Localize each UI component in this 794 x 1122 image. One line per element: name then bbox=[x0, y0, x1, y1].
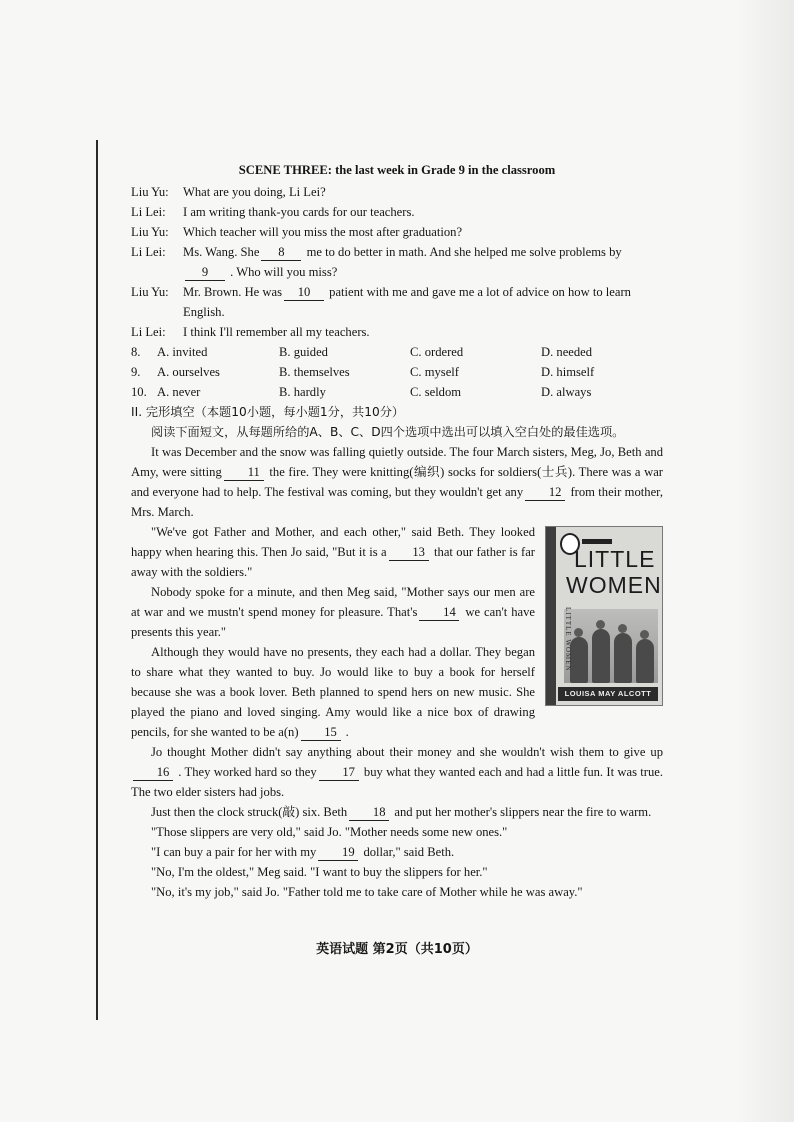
book-author: LOUISA MAY ALCOTT bbox=[558, 687, 658, 701]
page-binding-edge bbox=[96, 140, 98, 1020]
dialogue-line bbox=[131, 322, 663, 342]
dialogue-text: What are you doing, Li Lei? bbox=[183, 185, 326, 199]
dialogue-text bbox=[183, 242, 663, 282]
option-d[interactable]: D. always bbox=[541, 385, 592, 399]
dialogue-text bbox=[183, 322, 663, 342]
speaker-name: Li Lei: bbox=[131, 245, 166, 259]
passage-paragraph bbox=[131, 742, 663, 802]
dialogue-text bbox=[183, 182, 663, 202]
passage-paragraph bbox=[131, 802, 663, 822]
passage-text: . They worked hard so they bbox=[175, 765, 317, 779]
option-c[interactable]: C. myself bbox=[410, 365, 459, 379]
dialogue-text: I am writing thank-you cards for our teachers. bbox=[183, 205, 415, 219]
passage-text: "No, I'm the oldest," Meg said. "I want to buy the slippers for her." bbox=[151, 865, 488, 879]
passage-text: Although they would have no presents, they each had a dollar. They began to share what they wanted to buy. Jo would like to buy a book for herself because she was a book lover. Beth planned to spend hers on new music. She played the piano and loved singing. Amy would like a nice box of drawing pencils, for she wanted to be a(n) bbox=[131, 645, 535, 739]
figure-4 bbox=[636, 639, 654, 683]
answer-blank-9[interactable]: 9 bbox=[185, 265, 225, 281]
passage-text: Nobody spoke for a minute, and then Meg said, "Mother says our men are at war and we mustn't spend money for pleasure. That's bbox=[131, 585, 535, 619]
passage-paragraph bbox=[131, 442, 663, 522]
option-b[interactable]: B. themselves bbox=[279, 365, 350, 379]
dialogue-text: me to do better in math. And she helped me solve problems by bbox=[303, 245, 622, 259]
passage-text: "We've got Father and Mother, and each other," said Beth. They looked happy when hearing this. Then Jo said, "But it is a bbox=[131, 525, 535, 559]
question-number: 10. bbox=[131, 385, 147, 399]
speaker-name: Liu Yu: bbox=[131, 185, 169, 199]
little-women-book-cover bbox=[545, 526, 663, 706]
answer-blank-17[interactable]: 17 bbox=[319, 765, 359, 781]
passage-text: "No, it's my job," said Jo. "Father told me to take care of Mother while he was away." bbox=[151, 885, 583, 899]
passage-text: the fire. They were knitting(编织) socks for soldiers(士兵). There was a war and everyone had to help. The festival was coming, but they wouldn't get any bbox=[131, 465, 663, 499]
figure-4-head bbox=[640, 630, 649, 639]
passage-text: . bbox=[342, 725, 349, 739]
question-number: 8. bbox=[131, 345, 141, 359]
option-a[interactable]: A. never bbox=[157, 385, 201, 399]
options-list bbox=[131, 342, 663, 402]
passage-paragraph bbox=[131, 882, 663, 902]
option-row bbox=[131, 382, 663, 402]
answer-blank-13[interactable]: 13 bbox=[389, 545, 429, 561]
option-c[interactable]: C. seldom bbox=[410, 385, 462, 399]
book-title-line2: WOMEN bbox=[566, 572, 662, 598]
dialogue-text bbox=[183, 202, 663, 222]
scene-title: SCENE THREE: the last week in Grade 9 in the classroom bbox=[238, 163, 556, 177]
figure-2-head bbox=[596, 620, 605, 629]
option-row bbox=[131, 342, 663, 362]
dialogue-line bbox=[131, 242, 663, 282]
option-d[interactable]: D. himself bbox=[541, 365, 595, 379]
dialogue-text: patient with me and gave me a lot of advice on how to learn English. bbox=[183, 285, 631, 319]
answer-blank-8[interactable]: 8 bbox=[261, 245, 301, 261]
dialogue-line bbox=[131, 182, 663, 202]
answer-blank-11[interactable]: 11 bbox=[224, 465, 264, 481]
answer-blank-10[interactable]: 10 bbox=[284, 285, 324, 301]
speaker-name: Liu Yu: bbox=[131, 225, 169, 239]
passage-text: Just then the clock struck(敲) six. Beth bbox=[151, 805, 348, 819]
dialogue-text: I think I'll remember all my teachers. bbox=[183, 325, 370, 339]
dialogue-line bbox=[131, 222, 663, 242]
passage-text: buy what they wanted each and had a little fun. It was true. The two elder sisters had jobs. bbox=[131, 765, 663, 799]
passage-text: dollar," said Beth. bbox=[360, 845, 455, 859]
passage-text: we can't have presents this year." bbox=[131, 605, 535, 639]
option-a[interactable]: A. invited bbox=[157, 345, 208, 359]
option-d[interactable]: D. needed bbox=[541, 345, 593, 359]
figure-2 bbox=[592, 629, 610, 683]
figure-3 bbox=[614, 633, 632, 683]
logo-bar bbox=[582, 539, 612, 544]
exam-content bbox=[131, 160, 663, 902]
passage-paragraph bbox=[131, 822, 663, 842]
dialogue-text: Mr. Brown. He was bbox=[183, 285, 282, 299]
dialogue-line bbox=[131, 282, 663, 322]
passage-text: "I can buy a pair for her with my bbox=[151, 845, 317, 859]
option-a[interactable]: A. ourselves bbox=[157, 365, 220, 379]
dialogue-line bbox=[131, 202, 663, 222]
book-spine-text: LITTLE WOMEN bbox=[564, 607, 572, 672]
passage-text: and put her mother's slippers near the fire to warm. bbox=[391, 805, 652, 819]
answer-blank-12[interactable]: 12 bbox=[525, 485, 565, 501]
dialogue-text bbox=[183, 282, 663, 322]
passage-text: that our father is far away with the soldiers." bbox=[131, 545, 535, 579]
figure-3-head bbox=[618, 624, 627, 633]
speaker-name: Li Lei: bbox=[131, 205, 166, 219]
book-title-line1: LITTLE bbox=[574, 546, 656, 572]
page-footer: 英语试题 第2页（共10页） bbox=[316, 942, 478, 957]
dialogue bbox=[131, 182, 663, 342]
answer-blank-14[interactable]: 14 bbox=[419, 605, 459, 621]
section-heading: II. 完形填空（本题10小题，每小题1分，共10分） bbox=[131, 405, 405, 419]
passage bbox=[131, 442, 663, 902]
dialogue-text bbox=[183, 222, 663, 242]
passage-text: from their mother, Mrs. March. bbox=[131, 485, 663, 519]
answer-blank-16[interactable]: 16 bbox=[133, 765, 173, 781]
passage-text: Jo thought Mother didn't say anything about their money and she wouldn't wish them to give up bbox=[151, 745, 663, 759]
passage-text: "Those slippers are very old," said Jo. "Mother needs some new ones." bbox=[151, 825, 508, 839]
dialogue-text: Ms. Wang. She bbox=[183, 245, 260, 259]
option-c[interactable]: C. ordered bbox=[410, 345, 464, 359]
speaker-name: Liu Yu: bbox=[131, 285, 169, 299]
dialogue-text: . Who will you miss? bbox=[227, 265, 338, 279]
answer-blank-19[interactable]: 19 bbox=[318, 845, 358, 861]
passage-paragraph bbox=[131, 842, 663, 862]
answer-blank-18[interactable]: 18 bbox=[349, 805, 389, 821]
book-illustration bbox=[564, 609, 658, 683]
option-row bbox=[131, 362, 663, 382]
speaker-name: Li Lei: bbox=[131, 325, 166, 339]
answer-blank-15[interactable]: 15 bbox=[301, 725, 341, 741]
option-b[interactable]: B. guided bbox=[279, 345, 328, 359]
option-b[interactable]: B. hardly bbox=[279, 385, 326, 399]
section-instruction: 阅读下面短文，从每题所给的A、B、C、D四个选项中选出可以填入空白处的最佳选项。 bbox=[151, 425, 625, 439]
question-number: 9. bbox=[131, 365, 141, 379]
passage-paragraph bbox=[131, 862, 663, 882]
dialogue-text: Which teacher will you miss the most after graduation? bbox=[183, 225, 463, 239]
book-spine bbox=[546, 527, 556, 705]
passage-text: It was December and the snow was falling quietly outside. The four March sisters, Meg, Jo, Beth and Amy, were sitting bbox=[131, 445, 663, 479]
